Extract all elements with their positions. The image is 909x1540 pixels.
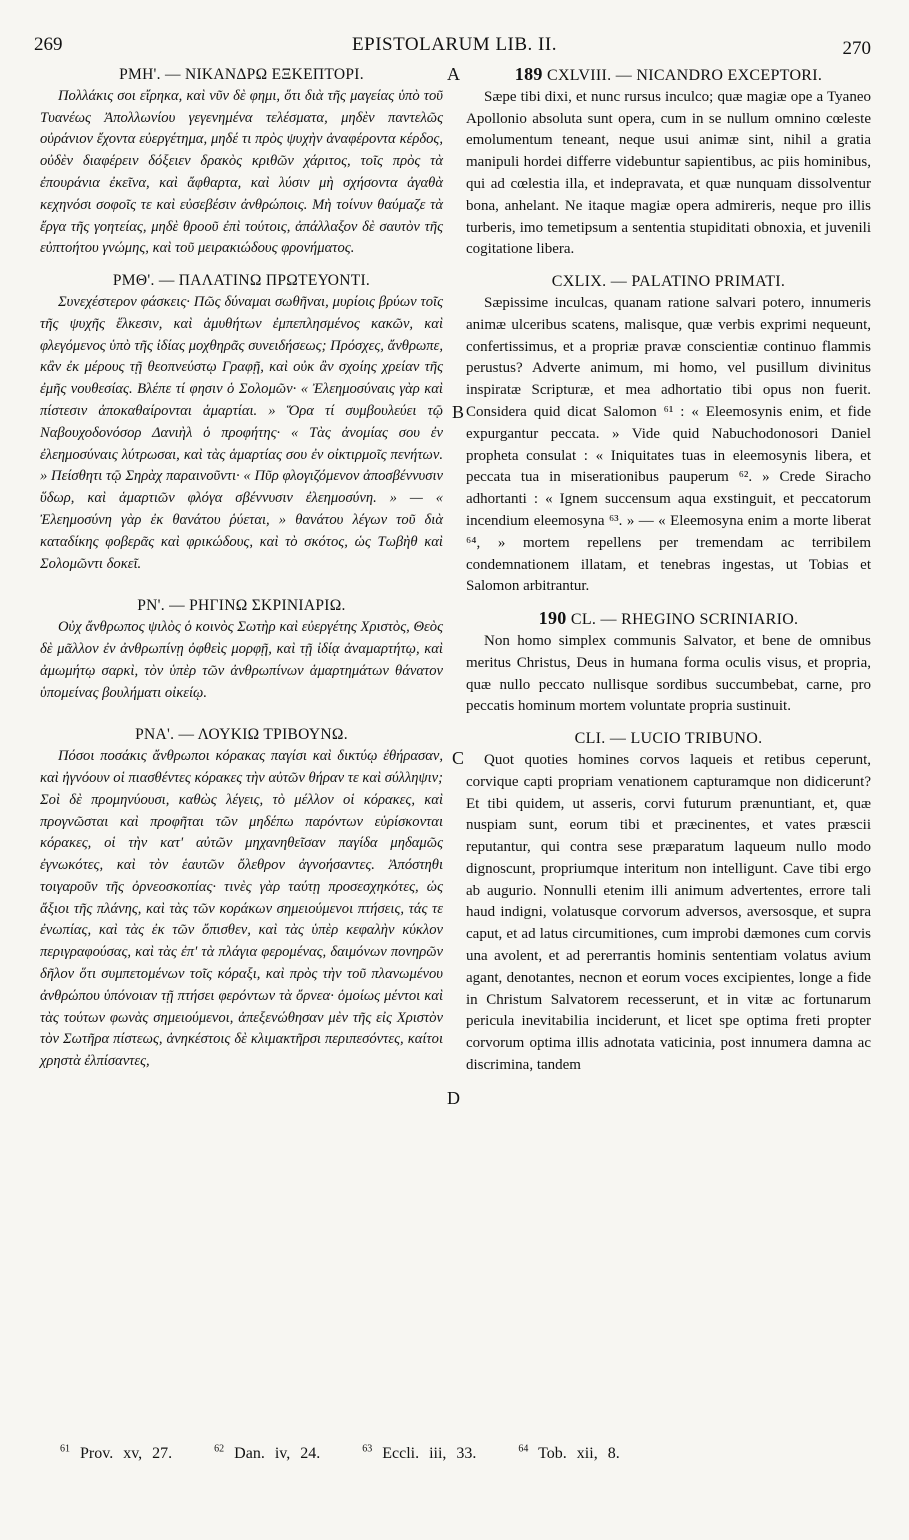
margin-letter-c: C xyxy=(452,748,465,768)
footnotes xyxy=(60,1444,860,1463)
section-gap xyxy=(40,704,443,724)
section-text: Πολλάκις σοι εἴρηκα, καὶ νῦν δὲ φημι, ὅτι διὰ τῆς μαγείας ὑπὸ τοῦ Τυανέως Ἀπολλωνίου γεγενημένα τελέσματα, μηδὲν παντελῶς οὐράνιον ἔχοντα εὐεργέτημα, μηδέ τι πρὸς ψυχὴν ἀναφέροντα κέρδος, οὐδὲν διαφέρειν δόξειεν δρακὸς κριθῶν χάριτος, τοῖς πρὸς τὰ ἐπουράνια ἐκεῖνα, καὶ ἄφθαρτα, καὶ λύσιν μὴ σχήσοντα ἀγαθὰ κεχηνόσι σοφοῖς τε καὶ εὐσεβέσιν ἀνθρώποις. Μὴ τοίνυν θαύμαζε τὰ ἔργα τῆς γοητείας, μηδὲ θροοῦ ἐπὶ τούτοις, ἀπάλλαξον δὲ σαυτὸν τῆς εὐπτοήτου γνώμης, καὶ τοῦ μειρακιώδους φρονήματος. xyxy=(40,87,443,257)
section-heading: CXLIX. — PALATINO PRIMATI. xyxy=(551,273,786,291)
section-heading: CLI. — LUCIO TRIBUNO. xyxy=(574,730,763,748)
section-text: Quot quoties homines corvos laqueis et retibus ceperunt, corvique capti propriam venationem capturamque non didicerunt? Et tibi quidem, ut asseris, corvi futurum prænuntiant, et, quæ nuspiam sunt, eorum tibi et præcinentes, et vates præscii reputantur, qui contra sese præparatum laqueum nullo modo dignoscunt, propriumque interitum non intelligunt. Cave tibi ergo ab augurio. Nonnulli etenim illi animum advertentes, errore tali haud indigni, volatusque corvorum adversos, aversosque, et supra caput, et ad latus circumitiones, cum improbi dæmones cum corvis una avolent, et ad pererrantis hominis sententiam volatus avium agant, denotantes, necnon et eorum voces excipientes, longe a fide in Christum Salvatorem recesserunt, et in vitæ ac fortunarum pericula inevitabilia inciderunt, et licet spe optima freti propter corvorum optima illis adnotata vaticinia, post innumera damna ac discrimina, tandem xyxy=(466,751,871,1074)
section-gap xyxy=(466,598,871,608)
section-heading: ΡΝ'. — ΡΗΓΙΝΩ ΣΚΡΙΝΙΑΡΙΩ. xyxy=(137,597,346,615)
latin-section-149 xyxy=(466,271,871,598)
margin-letter-a: A xyxy=(447,64,460,84)
footnote: $^{62}$ Dan. iv, 24. xyxy=(214,1444,321,1463)
section-heading: ΡΜΘ'. — ΠΑΛΑΤΙΝΩ ΠΡΩΤΕΥΟΝΤΙ. xyxy=(112,272,371,290)
section-text: Non homo simplex communis Salvator, et bene de omnibus meritus Christus, Deus in humana forma oculis visus, et propria, quæ nullo peccato nullisque sordibus succumbebat, carne, pro peccatis hominum mortem voluntate propria sustinuit. xyxy=(466,632,871,715)
section-heading: ΡΜΗ'. — ΝΙΚΑΝΔΡΩ ΕΞΚΕΠΤΟΡΙ. xyxy=(119,66,364,83)
section-text: Οὐχ ἄνθρωπος ψιλὸς ὁ κοινὸς Σωτὴρ καὶ εὐεργέτης Χριστὸς, Θεὸς δὲ μᾶλλον ἐν ἀνθρωπίνῃ ὀφθεὶς μορφῇ, καὶ τῇ ἰδίᾳ ἀναμαρτήτῳ, καὶ ἀμωμήτῳ σαρκὶ, τὸν ὑπὲρ τῶν ἀνθρωπίνων ἁμαρτημάτων θάνατον ὑπομείνας βουλήματι οἰκείῳ. xyxy=(40,619,443,701)
column-number: 190 xyxy=(538,608,567,629)
section-heading xyxy=(466,64,871,87)
footnote: $^{61}$ Prov. xv, 27. xyxy=(60,1444,173,1463)
section-gap xyxy=(466,718,871,728)
greek-section-150 xyxy=(40,595,443,704)
section-gap xyxy=(466,261,871,271)
section-gap xyxy=(40,260,443,270)
section-text: Sæpissime inculcas, quanam ratione salvari potero, innumeris animæ ulceribus scatens, malisque, quæ verbis exprimi nequeunt, confertissimus, et a propriæ pravæ conscientiæ continuo flammis perustus? Adverte animum, mi homo, vel pusillum divinitus inspiratæ Scripturæ, et mea adhortatio tibi opus non fuerit. Considera quid dicat Salomon ⁶¹ : « Eleemosynis enim, et fide expurgantur peccata. » Vide quid Nabuchodonosori Daniel propheta consulat : « Iniquitates tuas in eleemosynis libera, et peccata tua in miserationibus pauperum ⁶². » Crede Siracho adhortanti : « Ignem succensum aqua exstinguit, et peccatorum incendium eleemosyna ⁶³. » — « Eleemosyna enim a morte liberat ⁶⁴, » mortem repellens per tremendam ac terribilem condemnationem illatam, et tenebras ingestas, ut Tobias et Salomon arbitrantur. xyxy=(466,294,871,595)
greek-section-148 xyxy=(40,64,443,260)
footnote: $^{63}$ Eccli. iii, 33. xyxy=(362,1444,477,1463)
section-heading xyxy=(466,608,871,631)
latin-section-148 xyxy=(466,64,871,261)
latin-section-150 xyxy=(466,608,871,718)
greek-section-151 xyxy=(40,724,443,1073)
latin-section-151 xyxy=(466,728,871,1077)
section-title: CXLVIII. — NICANDRO EXCEPTORI. xyxy=(546,67,823,84)
section-gap xyxy=(40,575,443,595)
latin-column xyxy=(466,64,871,1077)
section-text: Πόσοι ποσάκις ἄνθρωποι κόρακας παγίσι καὶ δικτύῳ ἐθήρασαν, καὶ ἠγνόουν οἱ πιασθέντες κόρακες τὴν αὐτῶν θήραν τε καὶ σύλληψιν; Σοὶ δὲ προμηνύουσι, καθὼς λέγεις, τὸ μέλλον οἱ κόρακες, καὶ προγνῶσται καὶ προφῆται τῶν μηδέπω παρόντων εὑρίσκονται κόρακες, οἱ τὴν κατ' αὐτῶν μηχανηθεῖσαν παγίδα μηδαμῶς ἐγνωκότες, καὶ τὸν ἑαυτῶν ὄλεθρον ἀγνοήσαντες. Ἀπόστηθι τοιγαροῦν τῆς ὀρνεοσκοπίας· τινὲς γὰρ ταύτῃ προσεσχηκότες, ὡς ἄξιοι τῆς πλάνης, καὶ τὰς τῶν κοράκων σημειούμενοι πτήσεις, τάς τε ἐνωπίας, καὶ τὰς ἐκ τῶν ὄπισθεν, καὶ τὰς ὑπὲρ κεφαλὴν κύκλον περιγραφούσας, καὶ τὰς ἐπ' τὰ πλάγια φερομένας, δαιμόνων πονηρῶν δῆλον ὅτι συμπετομένων τοῖς κόραξι, καὶ πρὸς τὴν τοῦ πλανωμένου ἀνθρώπου ὑπόνοιαν τῇ πτήσει φερόντων τὰ ὄρνεα· ὁμοίως μέντοι καὶ τὰς τούτων φωνὰς σημειούμενοι, ἀπεξενώθησαν μὲν τῆς εἰς Χριστὸν τὸν Σωτῆρα πίστεως, ἀνηκέστοις δὲ κλιμακτῆρσι περιπεσόντες, καίτοι χρηστὰ ἐλπίσαντες, xyxy=(40,748,443,1070)
section-text: Sæpe tibi dixi, et nunc rursus inculco; quæ magiæ ope a Tyaneo Apollonio absoluta sunt opera, cum in se nullum omnino cœleste emolumentum teneant, neque usui animæ sint, nihil a gratia manipuli hordei differre videbuntur sapientibus, ac piis hominibus, qui ad cœlestia illa, et indepravata, et quæ nunquam dissolventur bona, anhelant. Ne itaque magiæ opera admireris, neque pro illis turberis, imo temetipsum a sententia stupiditati obnoxia, et juvenili cogitatione libera. xyxy=(466,88,871,258)
column-number: 189 xyxy=(514,64,543,84)
page-number-left: 269 xyxy=(34,34,63,55)
margin-letter-d: D xyxy=(447,1088,460,1108)
page-number-right: 270 xyxy=(842,38,871,59)
margin-letter-b: B xyxy=(452,402,465,422)
running-title: EPISTOLARUM LIB. II. xyxy=(352,34,557,55)
section-heading: ΡΝΑ'. — ΛΟΥΚΙΩ ΤΡΙΒΟΥΝΩ. xyxy=(135,726,348,744)
section-text: Συνεχέστερον φάσκεις· Πῶς δύναμαι σωθῆναι, μυρίοις βρύων τοῖς τῆς ψυχῆς ἕλκεσιν, καὶ ἀμυθήτων ἐμπεπλησμένος κακῶν, καὶ φλεγόμενος ὑπὸ τῆς ἰδίας μοχθηρᾶς συνειδήσεως; Πρόσχες, ἄνθρωπε, κἂν ἐκ μέρους τῇ θεοπνεύστῳ Γραφῇ, καὶ οὐκ ἂν σχοίης χρείαν τῆς ἐμῆς νουθεσίας. Βλέπε τί φησιν ὁ Σολομῶν· « Ἐλεημοσύναις γὰρ καὶ πίστεσιν ἀποκαθαίρονται ἁμαρτίαι. » Ὅρα τί συμβουλεύει τῷ Ναβουχοδονόσορ Δανιὴλ ὁ προφήτης· « Τὰς ἀνομίας σου ἐν ἐλεημοσύναις λύτρωσαι, καὶ τὰς ἁμαρτίας σου ἐν οἰκτιρμοῖς πενήτων. » Πείσθητι τῷ Σηρὰχ παραινοῦντι· « Πῦρ φλογιζόμενον ἀποσβέννυσιν ὕδωρ, καὶ ἁμαρτιῶν φλόγα σβέννυσιν ἐλεημοσύνη. » — « Ἐλεημοσύνη γὰρ ἐκ θανάτου ῥύεται, » θανάτου λέγων τοῦ διὰ καταδίκης φοβερᾶς καὶ φρικώδους, καὶ τὸ σκότος, ὡς Τωβὴθ καὶ Σολομῶντι δοκεῖ. xyxy=(40,293,443,572)
greek-column xyxy=(40,64,443,1073)
section-title: CL. — RHEGINO SCRINIARIO. xyxy=(570,611,799,629)
running-header xyxy=(32,34,877,58)
greek-section-149 xyxy=(40,270,443,575)
footnote: $^{64}$ Tob. xii, 8. xyxy=(518,1444,620,1463)
